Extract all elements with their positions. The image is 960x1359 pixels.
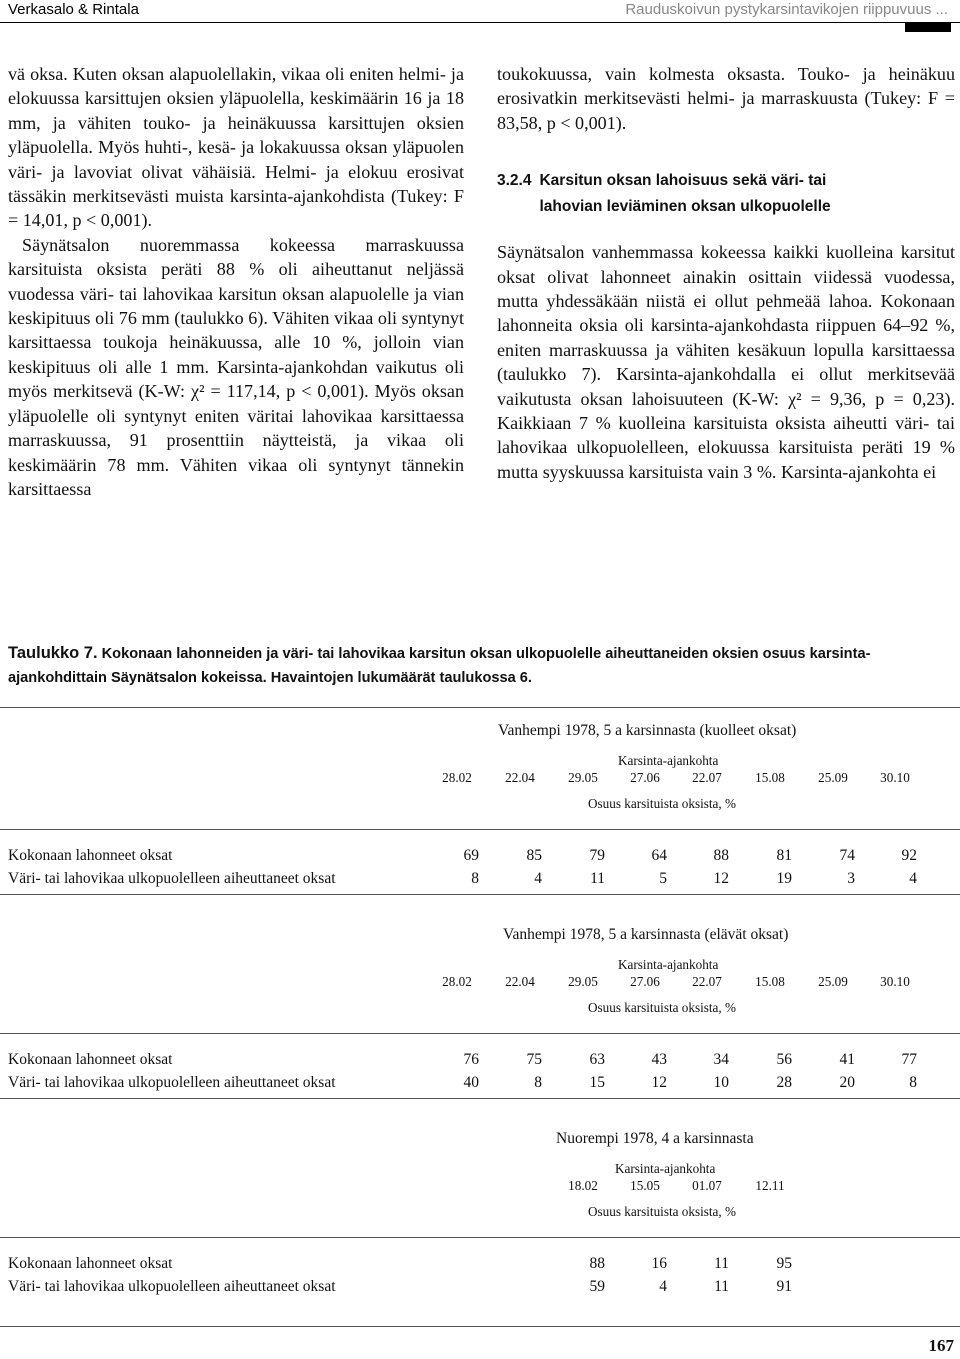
table-row-label: Kokonaan lahonneet oksat xyxy=(8,847,173,864)
table-cell: 85 xyxy=(526,847,542,864)
header-authors: Verkasalo & Rintala xyxy=(8,1,139,18)
table-date-header: 15.08 xyxy=(755,974,785,989)
table-block-title: Vanhempi 1978, 5 a karsinnasta (elävät oksat) xyxy=(503,926,789,943)
table-block-rule xyxy=(0,829,960,830)
table-cell: 34 xyxy=(713,1051,729,1068)
table-cell: 4 xyxy=(659,1278,667,1295)
right-paragraph-1: toukokuussa, vain kolmesta oksasta. Touko- ja heinäkuu erosivatkin merkitsevästi helmi- ja marraskuusta (Tukey: F = 83,58, p < 0,001). xyxy=(497,64,955,133)
table-date-header: 22.07 xyxy=(692,974,722,989)
table-cell: 4 xyxy=(909,870,917,887)
table-unit-label: Osuus karsituista oksista, % xyxy=(588,796,736,811)
table-unit-label: Osuus karsituista oksista, % xyxy=(588,1000,736,1015)
table-top-rule xyxy=(0,707,960,708)
table-cell: 59 xyxy=(589,1278,605,1295)
table-date-header: 12.11 xyxy=(755,1178,785,1193)
table-date-header: 01.07 xyxy=(692,1178,722,1193)
table-cell: 88 xyxy=(713,847,729,864)
table-date-header: 18.02 xyxy=(568,1178,598,1193)
table-row-label: Väri- tai lahovikaa ulkopuolelleen aiheuttaneet oksat xyxy=(8,1278,336,1295)
section-heading xyxy=(497,168,955,220)
table-cell: 28 xyxy=(776,1074,792,1091)
table-date-header: 25.09 xyxy=(818,770,848,785)
table-cell: 91 xyxy=(776,1278,792,1295)
table-cell: 4 xyxy=(534,870,542,887)
table-block-rule xyxy=(0,1237,960,1238)
header-rule xyxy=(0,22,960,23)
table-cell: 43 xyxy=(651,1051,667,1068)
header-title: Rauduskoivun pystykarsintavikojen riippuvuus ... xyxy=(625,1,948,18)
table-subheader: Karsinta-ajankohta xyxy=(615,1161,716,1176)
table-row-label: Väri- tai lahovikaa ulkopuolelleen aiheuttaneet oksat xyxy=(8,870,336,887)
table-date-header: 27.06 xyxy=(630,974,660,989)
section-number: 3.2.4 xyxy=(497,172,532,190)
table-date-header: 22.04 xyxy=(505,770,535,785)
table-block-rule xyxy=(0,1033,960,1034)
table-cell: 11 xyxy=(714,1278,729,1295)
table-row-label: Kokonaan lahonneet oksat xyxy=(8,1255,173,1272)
header-marker xyxy=(905,22,951,32)
caption-text: Kokonaan lahonneiden ja väri- tai lahovikaa karsitun oksan ulkopuolelle aiheuttaneiden oksien osuus karsinta-ajankohdittain Säynätsalon kokeissa. Havaintojen lukumäärät taulukossa 6. xyxy=(8,646,871,686)
table-date-header: 29.05 xyxy=(568,770,598,785)
table-subheader: Karsinta-ajankohta xyxy=(618,957,719,972)
table-cell: 88 xyxy=(589,1255,605,1272)
table-caption xyxy=(8,641,954,690)
table-block-title: Vanhempi 1978, 5 a karsinnasta (kuolleet oksat) xyxy=(498,722,797,739)
table-cell: 5 xyxy=(659,870,667,887)
table-cell: 11 xyxy=(590,870,605,887)
table-cell: 15 xyxy=(589,1074,605,1091)
table-cell: 12 xyxy=(651,1074,667,1091)
table-date-header: 22.07 xyxy=(692,770,722,785)
left-paragraph-1: vä oksa. Kuten oksan alapuolellakin, vikaa oli eniten helmi- ja elokuussa karsittujen oksien yläpuolella, keskimäärin 16 ja 18 mm, ja vähiten touko- ja heinäkuussa karsittujen oksien yläpuolella. Myös huhti-, kesä- ja lokakuussa oksan yläpuolen väri- ja lavoviat olivat vähäisiä. Helmi- ja elokuu erosivat tässäkin merkitsevästi muista karsinta-ajankohdista (Tukey: F = 14,01, p < 0,001). xyxy=(8,64,464,231)
table-cell: 95 xyxy=(776,1255,792,1272)
section-title-line-2: lahovian leviäminen oksan ulkopuolelle xyxy=(539,198,831,216)
left-column xyxy=(8,62,464,501)
table-cell: 81 xyxy=(776,847,792,864)
table-row-label: Kokonaan lahonneet oksat xyxy=(8,1051,173,1068)
table-cell: 74 xyxy=(839,847,855,864)
table-date-header: 30.10 xyxy=(880,974,910,989)
table-cell: 56 xyxy=(776,1051,792,1068)
table-date-header: 30.10 xyxy=(880,770,910,785)
table-cell: 76 xyxy=(463,1051,479,1068)
running-header xyxy=(0,0,960,34)
right-column xyxy=(497,62,955,484)
table-cell: 12 xyxy=(713,870,729,887)
table-date-header: 28.02 xyxy=(442,974,472,989)
table-date-header: 29.05 xyxy=(568,974,598,989)
table-cell: 11 xyxy=(714,1255,729,1272)
table-label: Taulukko 7. xyxy=(8,644,98,662)
table-cell: 79 xyxy=(589,847,605,864)
table-cell: 10 xyxy=(713,1074,729,1091)
table-cell: 8 xyxy=(471,870,479,887)
table-block-rule xyxy=(0,1098,960,1099)
table-cell: 92 xyxy=(901,847,917,864)
table-cell: 75 xyxy=(526,1051,542,1068)
table-date-header: 15.05 xyxy=(630,1178,660,1193)
table-cell: 77 xyxy=(901,1051,917,1068)
table-cell: 8 xyxy=(909,1074,917,1091)
table-subheader: Karsinta-ajankohta xyxy=(618,753,719,768)
table-cell: 19 xyxy=(776,870,792,887)
table-cell: 40 xyxy=(463,1074,479,1091)
left-paragraph-2: Säynätsalon nuoremmassa kokeessa marraskuussa karsituista oksista peräti 88 % oli aiheuttanut neljässä vuodessa väri- tai lahovikaa karsitun oksan alapuolelle ja vian keskipituus oli 76 mm (taulukko 6). Vähiten vikaa oli syntynyt karsittaessa toukoja heinäkuussa, alle 10 %, jolloin vian keskipituus oli alle 1 mm. Karsinta-ajankohdan vaikutus oli myös merkitsevä (K-W: χ² = 117,14, p < 0,001). Myös oksan yläpuolelle oli syntynyt eniten väritai lahovikaa karsittaessa marraskuussa, 91 prosenttiin näytteistä, ja vikaa oli keskimäärin 78 mm. Vähiten vikaa oli syntynyt tännekin karsittaessa xyxy=(8,234,464,499)
section-title-line-1: Karsitun oksan lahoisuus sekä väri- tai xyxy=(539,172,827,190)
table-date-header: 25.09 xyxy=(818,974,848,989)
table-cell: 64 xyxy=(651,847,667,864)
table-block-rule xyxy=(0,894,960,895)
table-row-label: Väri- tai lahovikaa ulkopuolelleen aiheuttaneet oksat xyxy=(8,1074,336,1091)
table-date-header: 28.02 xyxy=(442,770,472,785)
table-date-header: 27.06 xyxy=(630,770,660,785)
right-paragraph-2: Säynätsalon vanhemmassa kokeessa kaikki kuolleina karsitut oksat olivat lahonneet ainakin osittain viidessä vuodessa, mutta yhdessäkään niistä ei ollut pehmeää lahoa. Kokonaan lahonneita oksia oli karsinta-ajankohdasta riippuen 64–92 %, eniten marraskuussa ja vähiten kesäkuun lopulla karsittaessa (taulukko 7). Karsinta-ajankohdalla ei ollut merkitsevää vaikutusta oksan lahoisuuteen (K-W: χ² = 9,36, p = 0,23). Kaikkiaan 7 % kuolleina karsituista oksista aiheutti väri- tai lahovikaa ulkopuolelleen, elokuussa karsituista peräti 19 % mutta syyskuussa karsituista vain 3 %. Karsinta-ajankohta ei xyxy=(497,242,955,482)
table-date-header: 15.08 xyxy=(755,770,785,785)
table-unit-label: Osuus karsituista oksista, % xyxy=(588,1204,736,1219)
table-cell: 69 xyxy=(463,847,479,864)
table-cell: 3 xyxy=(847,870,855,887)
page-number: 167 xyxy=(928,1336,954,1355)
table-cell: 8 xyxy=(534,1074,542,1091)
table-cell: 16 xyxy=(651,1255,667,1272)
table-cell: 20 xyxy=(839,1074,855,1091)
table-cell: 63 xyxy=(589,1051,605,1068)
table-block-title: Nuorempi 1978, 4 a karsinnasta xyxy=(556,1130,754,1147)
table-date-header: 22.04 xyxy=(505,974,535,989)
table-bottom-rule xyxy=(0,1326,960,1327)
table-cell: 41 xyxy=(839,1051,855,1068)
